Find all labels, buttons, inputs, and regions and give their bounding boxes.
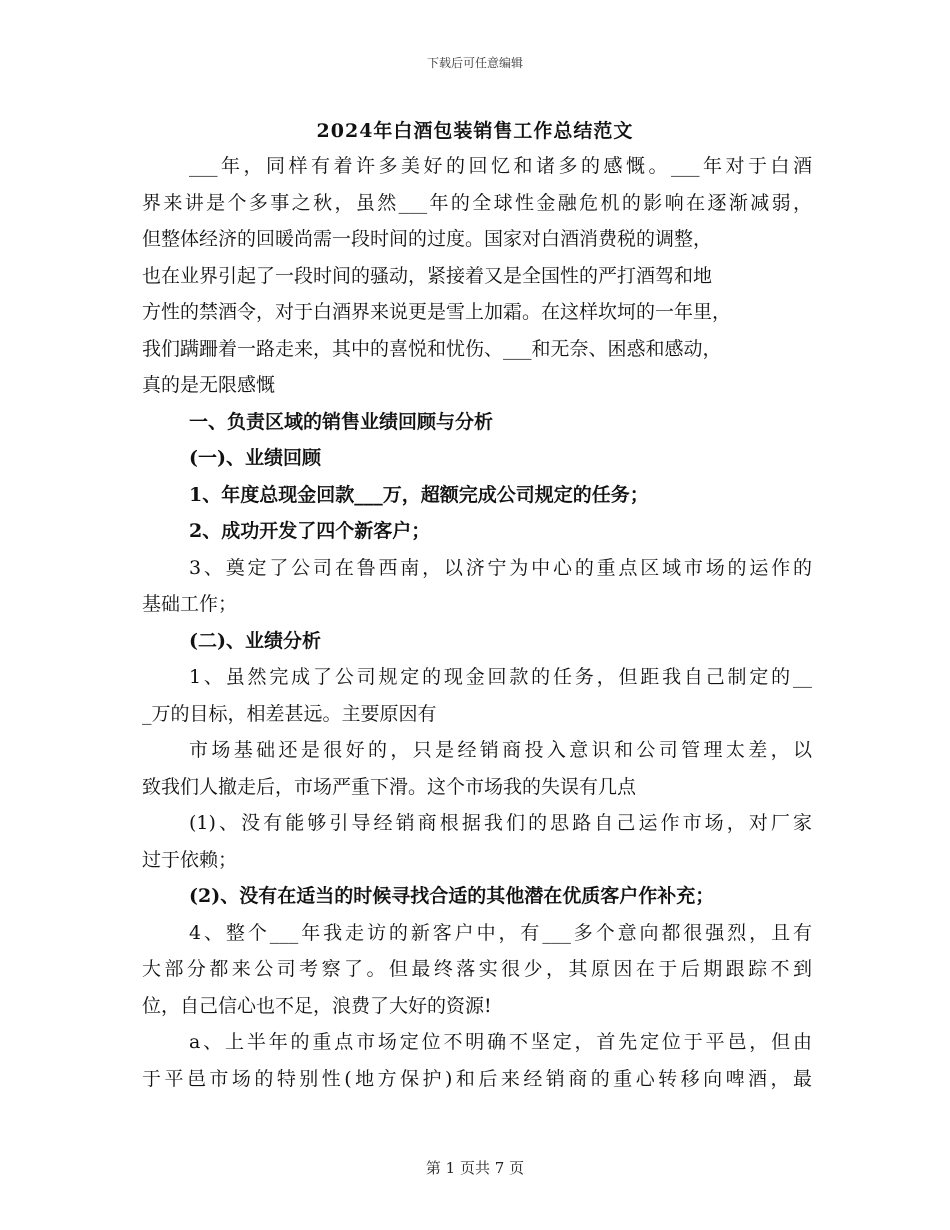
page-number: 第 1 页共 7 页 [425, 1159, 525, 1177]
body-line: 于平邑市场的特别性(地方保护)和后来经销商的重心转移向啤酒，最 [142, 1067, 812, 1090]
body-line: (2)、没有在适当的时候寻找合适的其他潜在优质客户作补充； [189, 885, 715, 907]
body-line: 1、虽然完成了公司规定的现金回款的任务，但距我自己制定的__ [189, 666, 812, 688]
body-line: 4、整个___年我走访的新客户中，有___多个意向都很强烈，且有 [189, 921, 812, 944]
body-line: 1、年度总现金回款___万，超额完成公司规定的任务； [189, 483, 649, 506]
body-line: (二)、业绩分析 [189, 629, 321, 652]
body-line: 真的是无限感慨 [142, 374, 276, 396]
body-line: 但整体经济的回暖尚需一段时间的过度。国家对白酒消费税的调整， [142, 228, 713, 250]
document-title: 2024年白酒包装销售工作总结范文 [316, 120, 634, 142]
body-line: 方性的禁酒令，对于白酒界来说更是雪上加霜。在这样坎坷的一年里， [142, 301, 732, 323]
body-line: a、上半年的重点市场定位不明确不坚定，首先定位于平邑，但由 [189, 1031, 812, 1053]
page-header-note: 下载后可任意编辑 [426, 56, 523, 70]
body-line: 3、奠定了公司在鲁西南，以济宁为中心的重点区域市场的运作的 [189, 556, 812, 579]
body-line: 基础工作； [142, 593, 238, 615]
body-line: 我们蹒跚着一路走来，其中的喜悦和忧伤、___和无奈、困惑和感动， [142, 337, 722, 360]
body-line: _万的目标，相差甚远。主要原因有 [142, 702, 437, 725]
body-line: (一)、业绩回顾 [189, 447, 321, 469]
body-line: 也在业界引起了一段时间的骚动，紧接着又是全国性的严打酒驾和地 [142, 264, 713, 287]
body-line: 2、成功开发了四个新客户； [189, 520, 431, 542]
body-line: ___年，同样有着许多美好的回忆和诸多的感慨。___年对于白酒 [189, 155, 812, 177]
body-line: 位，自己信心也不足，浪费了大好的资源! [142, 994, 492, 1017]
document-body [142, 148, 812, 1097]
body-line: 市场基础还是很好的，只是经销商投入意识和公司管理太差，以 [189, 739, 812, 761]
body-line: (1)、没有能够引导经销商根据我们的思路自己运作市场，对厂家 [189, 812, 812, 834]
body-line: 界来讲是个多事之秋，虽然___年的全球性金融危机的影响在逐渐减弱， [142, 191, 812, 214]
body-line: 一、负责区域的销售业绩回顾与分析 [189, 410, 494, 433]
body-line: 过于依赖； [142, 848, 238, 871]
body-line: 大部分都来公司考察了。但最终落实很少，其原因在于后期跟踪不到 [142, 958, 812, 980]
body-line: 致我们人撤走后，市场严重下滑。这个市场我的失误有几点 [142, 775, 637, 798]
